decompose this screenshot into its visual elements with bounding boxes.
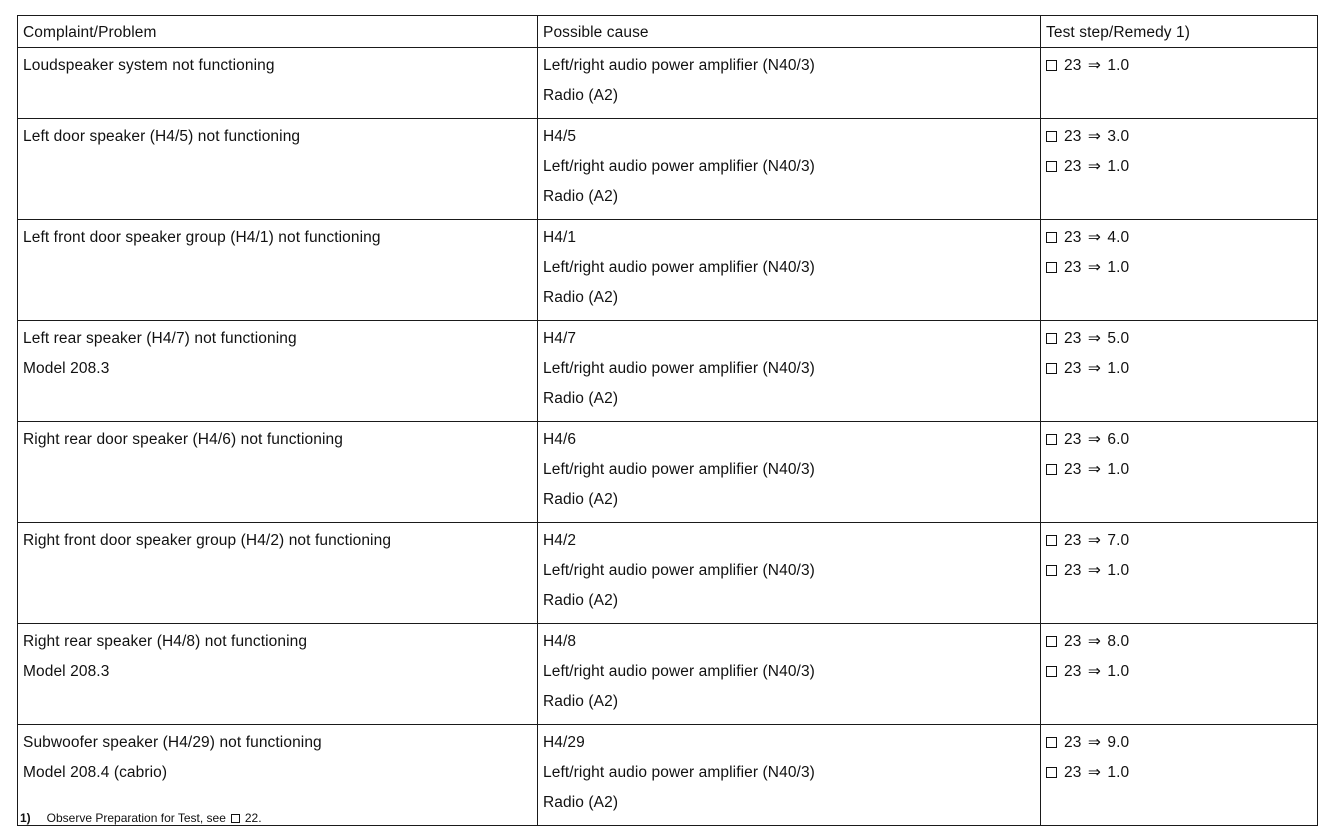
possible-cause-item: Radio (A2): [543, 289, 619, 306]
possible-cause-item: Radio (A2): [543, 491, 619, 508]
test-step-reference: [1046, 531, 1312, 561]
reference-document-number: 23: [1064, 158, 1082, 175]
double-arrow-icon: ⇒: [1087, 128, 1101, 145]
possible-cause-cell: [538, 725, 1041, 826]
reference-document-number: 23: [1064, 461, 1082, 478]
possible-cause-item: Left/right audio power amplifier (N40/3): [543, 663, 815, 680]
header-test-step: Test step/Remedy 1): [1041, 16, 1318, 48]
double-arrow-icon: ⇒: [1087, 158, 1101, 175]
possible-cause-item: Left/right audio power amplifier (N40/3): [543, 562, 815, 579]
document-reference-box-icon: [1046, 262, 1057, 273]
document-reference-box-icon: [1046, 131, 1057, 142]
possible-cause-item: Left/right audio power amplifier (N40/3): [543, 158, 815, 175]
double-arrow-icon: ⇒: [1087, 633, 1101, 650]
possible-cause-cell: [538, 523, 1041, 624]
reference-document-number: 23: [1064, 562, 1082, 579]
document-reference-box-icon: [1046, 565, 1057, 576]
test-step-number: 1.0: [1107, 562, 1130, 579]
test-step-cell: [1041, 220, 1318, 321]
complaint-cell: [18, 321, 538, 422]
document-reference-box-icon: [1046, 60, 1057, 71]
complaint-cell: [18, 119, 538, 220]
test-step-reference: [1046, 359, 1312, 389]
possible-cause-item: H4/1: [543, 229, 577, 246]
test-step-cell: [1041, 422, 1318, 523]
possible-cause-cell: [538, 119, 1041, 220]
header-complaint: Complaint/Problem: [18, 16, 538, 48]
test-step-cell: [1041, 725, 1318, 826]
reference-document-number: 23: [1064, 764, 1082, 781]
table-body: [18, 48, 1318, 826]
table-row: [18, 422, 1318, 523]
possible-cause-cell: [538, 220, 1041, 321]
complaint-text: Left rear speaker (H4/7) not functioning: [23, 330, 297, 347]
test-step-number: 5.0: [1107, 330, 1130, 347]
test-step-cell: [1041, 624, 1318, 725]
double-arrow-icon: ⇒: [1087, 532, 1101, 549]
model-note: Model 208.3: [23, 360, 110, 377]
double-arrow-icon: ⇒: [1087, 562, 1101, 579]
table-row: [18, 119, 1318, 220]
test-step-number: 1.0: [1107, 663, 1130, 680]
possible-cause-cell: [538, 422, 1041, 523]
double-arrow-icon: ⇒: [1087, 461, 1101, 478]
test-step-number: 1.0: [1107, 158, 1130, 175]
double-arrow-icon: ⇒: [1087, 734, 1101, 751]
complaint-cell: [18, 523, 538, 624]
complaint-cell: [18, 624, 538, 725]
possible-cause-item: H4/5: [543, 128, 577, 145]
possible-cause-item: Left/right audio power amplifier (N40/3): [543, 764, 815, 781]
possible-cause-item: Radio (A2): [543, 592, 619, 609]
possible-cause-item: H4/7: [543, 330, 577, 347]
possible-cause-cell: [538, 48, 1041, 119]
document-reference-box-icon: [1046, 767, 1057, 778]
document-reference-box-icon: [231, 814, 240, 823]
possible-cause-item: H4/2: [543, 532, 577, 549]
reference-document-number: 23: [1064, 259, 1082, 276]
complaint-cell: [18, 220, 538, 321]
test-step-reference: [1046, 157, 1312, 187]
possible-cause-item: Left/right audio power amplifier (N40/3): [543, 57, 815, 74]
possible-cause-item: H4/6: [543, 431, 577, 448]
reference-document-number: 23: [1064, 57, 1082, 74]
test-step-reference: [1046, 561, 1312, 591]
test-step-reference: [1046, 733, 1312, 763]
test-step-number: 1.0: [1107, 461, 1130, 478]
test-step-reference: [1046, 460, 1312, 490]
possible-cause-item: Radio (A2): [543, 390, 619, 407]
possible-cause-cell: [538, 624, 1041, 725]
document-reference-box-icon: [1046, 161, 1057, 172]
document-reference-box-icon: [1046, 464, 1057, 475]
possible-cause-item: Radio (A2): [543, 188, 619, 205]
double-arrow-icon: ⇒: [1087, 764, 1101, 781]
complaint-cell: [18, 422, 538, 523]
complaint-text: Right rear speaker (H4/8) not functioning: [23, 633, 308, 650]
footnote: [20, 811, 262, 825]
header-possible-cause: Possible cause: [538, 16, 1041, 48]
complaint-text: Loudspeaker system not functioning: [23, 57, 275, 74]
double-arrow-icon: ⇒: [1087, 229, 1101, 246]
table-header: [18, 16, 1318, 48]
test-step-cell: [1041, 48, 1318, 119]
footnote-text: Observe Preparation for Test, see: [46, 811, 226, 825]
test-step-number: 6.0: [1107, 431, 1130, 448]
test-step-reference: [1046, 763, 1312, 793]
document-reference-box-icon: [1046, 232, 1057, 243]
test-step-number: 9.0: [1107, 734, 1130, 751]
complaint-text: Left front door speaker group (H4/1) not functioning: [23, 229, 381, 246]
document-reference-box-icon: [1046, 333, 1057, 344]
complaint-text: Subwoofer speaker (H4/29) not functioning: [23, 734, 322, 751]
footnote-reference: 22.: [244, 811, 262, 825]
model-note: Model 208.3: [23, 663, 110, 680]
complaint-text: Right rear door speaker (H4/6) not functioning: [23, 431, 343, 448]
test-step-number: 7.0: [1107, 532, 1130, 549]
possible-cause-item: Left/right audio power amplifier (N40/3): [543, 360, 815, 377]
possible-cause-cell: [538, 321, 1041, 422]
reference-document-number: 23: [1064, 663, 1082, 680]
test-step-cell: [1041, 321, 1318, 422]
test-step-number: 4.0: [1107, 229, 1130, 246]
test-step-reference: [1046, 662, 1312, 692]
test-step-reference: [1046, 632, 1312, 662]
test-step-reference: [1046, 258, 1312, 288]
possible-cause-item: H4/29: [543, 734, 585, 751]
header-row: [18, 16, 1318, 48]
reference-document-number: 23: [1064, 360, 1082, 377]
reference-document-number: 23: [1064, 330, 1082, 347]
document-reference-box-icon: [1046, 737, 1057, 748]
double-arrow-icon: ⇒: [1087, 57, 1101, 74]
possible-cause-item: Left/right audio power amplifier (N40/3): [543, 461, 815, 478]
reference-document-number: 23: [1064, 431, 1082, 448]
test-step-reference: [1046, 430, 1312, 460]
test-step-reference: [1046, 127, 1312, 157]
test-step-cell: [1041, 523, 1318, 624]
test-step-number: 1.0: [1107, 57, 1130, 74]
table-row: [18, 624, 1318, 725]
document-reference-box-icon: [1046, 363, 1057, 374]
test-step-cell: [1041, 119, 1318, 220]
double-arrow-icon: ⇒: [1087, 360, 1101, 377]
table-row: [18, 321, 1318, 422]
reference-document-number: 23: [1064, 229, 1082, 246]
double-arrow-icon: ⇒: [1087, 663, 1101, 680]
possible-cause-item: Radio (A2): [543, 794, 619, 811]
reference-document-number: 23: [1064, 633, 1082, 650]
possible-cause-item: Radio (A2): [543, 693, 619, 710]
double-arrow-icon: ⇒: [1087, 330, 1101, 347]
test-step-number: 1.0: [1107, 764, 1130, 781]
test-step-reference: [1046, 329, 1312, 359]
test-step-reference: [1046, 56, 1312, 86]
reference-document-number: 23: [1064, 532, 1082, 549]
document-reference-box-icon: [1046, 535, 1057, 546]
document-reference-box-icon: [1046, 434, 1057, 445]
table-row: [18, 48, 1318, 119]
test-step-number: 1.0: [1107, 259, 1130, 276]
complaint-text: Left door speaker (H4/5) not functioning: [23, 128, 301, 145]
possible-cause-item: Left/right audio power amplifier (N40/3): [543, 259, 815, 276]
test-step-number: 3.0: [1107, 128, 1130, 145]
test-step-reference: [1046, 228, 1312, 258]
possible-cause-item: H4/8: [543, 633, 577, 650]
test-step-number: 8.0: [1107, 633, 1130, 650]
diagnosis-table: [17, 15, 1318, 826]
table-row: [18, 220, 1318, 321]
test-step-number: 1.0: [1107, 360, 1130, 377]
possible-cause-item: Radio (A2): [543, 87, 619, 104]
complaint-text: Right front door speaker group (H4/2) not functioning: [23, 532, 392, 549]
table-row: [18, 523, 1318, 624]
complaint-cell: [18, 48, 538, 119]
document-reference-box-icon: [1046, 636, 1057, 647]
reference-document-number: 23: [1064, 128, 1082, 145]
reference-document-number: 23: [1064, 734, 1082, 751]
double-arrow-icon: ⇒: [1087, 259, 1101, 276]
model-note: Model 208.4 (cabrio): [23, 764, 168, 781]
document-reference-box-icon: [1046, 666, 1057, 677]
double-arrow-icon: ⇒: [1087, 431, 1101, 448]
footnote-mark: 1): [20, 811, 31, 825]
